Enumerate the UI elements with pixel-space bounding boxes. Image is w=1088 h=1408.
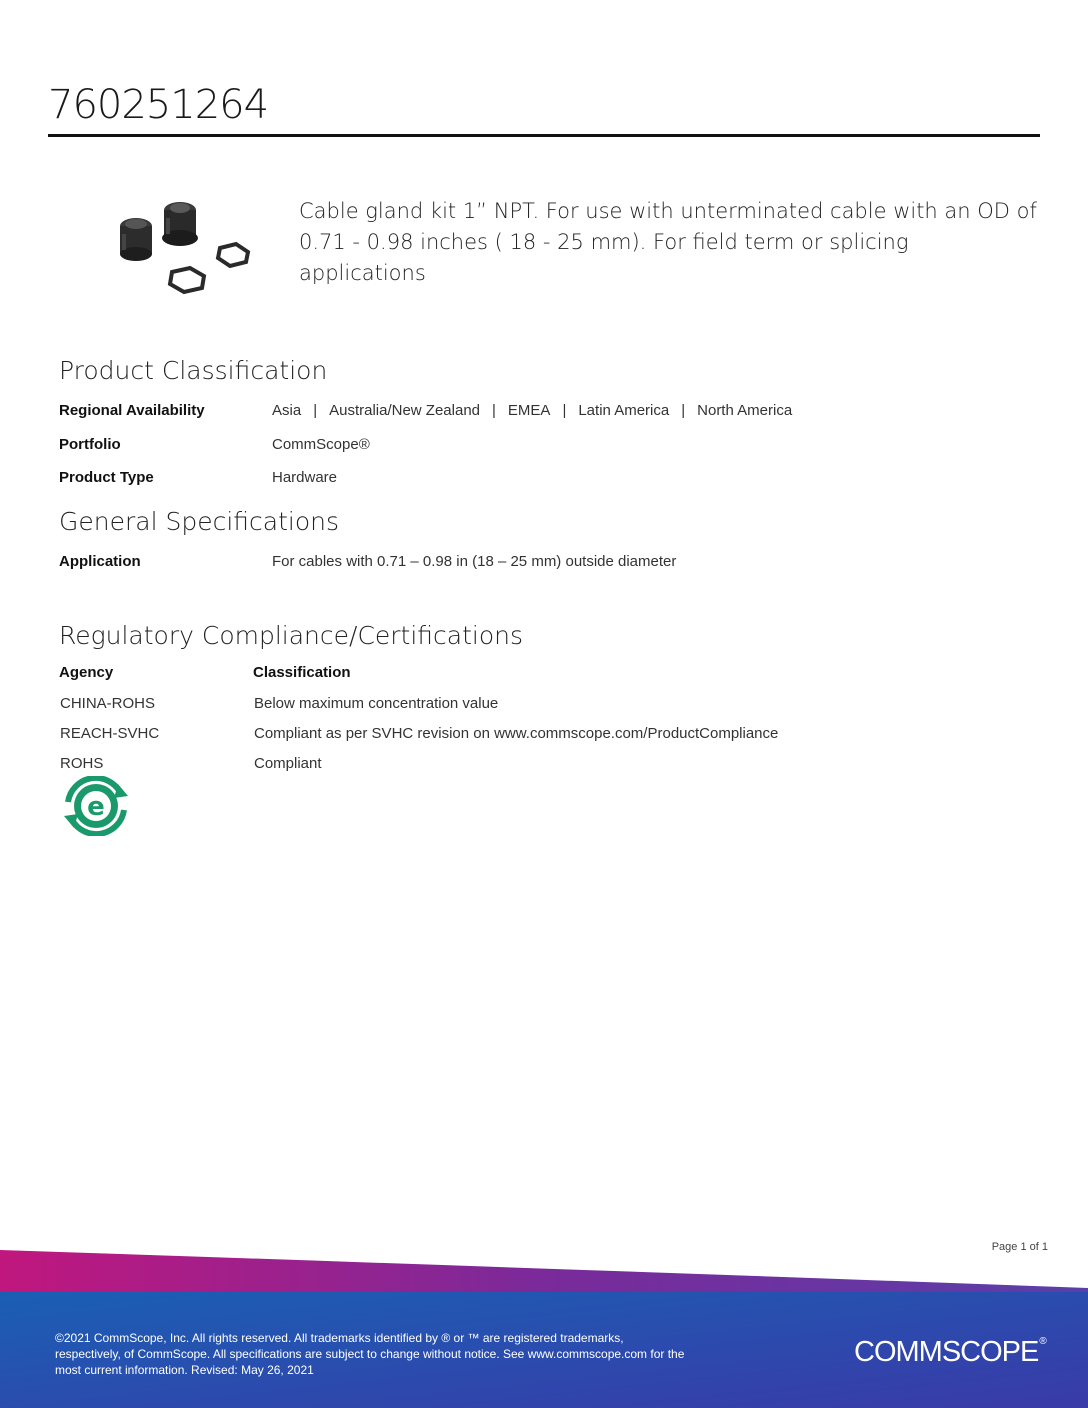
- agency-cell: CHINA-ROHS: [60, 695, 156, 712]
- region-separator: |: [681, 402, 686, 419]
- classification-cell: Compliant: [254, 755, 322, 772]
- copyright-line: most current information. Revised: May 26, 2021: [55, 1363, 314, 1377]
- regulatory-table-header: [59, 664, 1019, 686]
- spec-label: Regional Availability: [59, 402, 205, 419]
- spec-row-application: [59, 553, 1019, 575]
- spec-row-product-type: [59, 469, 1019, 491]
- region-item: Australia/New Zealand: [329, 402, 481, 419]
- product-image: [108, 196, 258, 300]
- column-header-classification: Classification: [253, 664, 351, 681]
- table-row: [59, 725, 1019, 747]
- page-title: 760251264: [48, 82, 269, 128]
- spec-value: For cables with 0.71 – 0.98 in (18 – 25 mm) outside diameter: [272, 553, 677, 570]
- spec-value: CommScope®: [272, 436, 370, 453]
- copyright-line: respectively, of CommScope. All specifications are subject to change without notice. See www.commscope.com for the: [55, 1347, 685, 1361]
- svg-text:e: e: [87, 792, 105, 822]
- region-item: Asia: [272, 402, 302, 419]
- spec-row-regional-availability: [59, 402, 1019, 424]
- region-item: Latin America: [578, 402, 670, 419]
- copyright-line: ©2021 CommScope, Inc. All rights reserved. All trademarks identified by ® or ™ are registered trademarks,: [55, 1331, 624, 1345]
- region-separator: |: [313, 402, 318, 419]
- spec-label: Portfolio: [59, 436, 121, 453]
- classification-cell: Compliant as per SVHC revision on www.commscope.com/ProductCompliance: [254, 725, 779, 742]
- region-item: North America: [697, 402, 793, 419]
- region-separator: |: [562, 402, 567, 419]
- spec-label: Product Type: [59, 469, 154, 486]
- title-divider: [48, 134, 1040, 137]
- footer-copyright: [55, 1330, 715, 1378]
- region-item: EMEA: [507, 402, 551, 419]
- regional-availability-values: [272, 402, 792, 419]
- page-number: Page 1 of 1: [991, 1241, 1048, 1253]
- classification-cell: Below maximum concentration value: [254, 695, 499, 712]
- agency-cell: ROHS: [60, 755, 104, 772]
- china-rohs-e-icon: [62, 776, 130, 836]
- spec-label: Application: [59, 553, 141, 570]
- general-specifications-heading: General Specifications: [59, 507, 340, 536]
- footer-band: [0, 1246, 1088, 1408]
- registered-mark: ®: [1039, 1336, 1046, 1347]
- region-separator: |: [492, 402, 496, 419]
- table-row: [59, 755, 1019, 777]
- logo-text: COMMSCOPE: [854, 1336, 1039, 1368]
- column-header-agency: Agency: [59, 664, 114, 681]
- spec-value: Hardware: [272, 469, 338, 486]
- agency-cell: REACH-SVHC: [60, 725, 160, 742]
- product-description: Cable gland kit 1” NPT. For use with unterminated cable with an OD of 0.71 - 0.98 inches ( 18 - 25 mm). For field term or splicing applications: [299, 199, 1037, 285]
- commscope-logo: [854, 1336, 1046, 1369]
- regulatory-compliance-heading: Regulatory Compliance/Certifications: [59, 621, 524, 650]
- product-classification-heading: Product Classification: [59, 356, 328, 385]
- spec-row-portfolio: [59, 436, 1019, 458]
- table-row: [59, 695, 1019, 717]
